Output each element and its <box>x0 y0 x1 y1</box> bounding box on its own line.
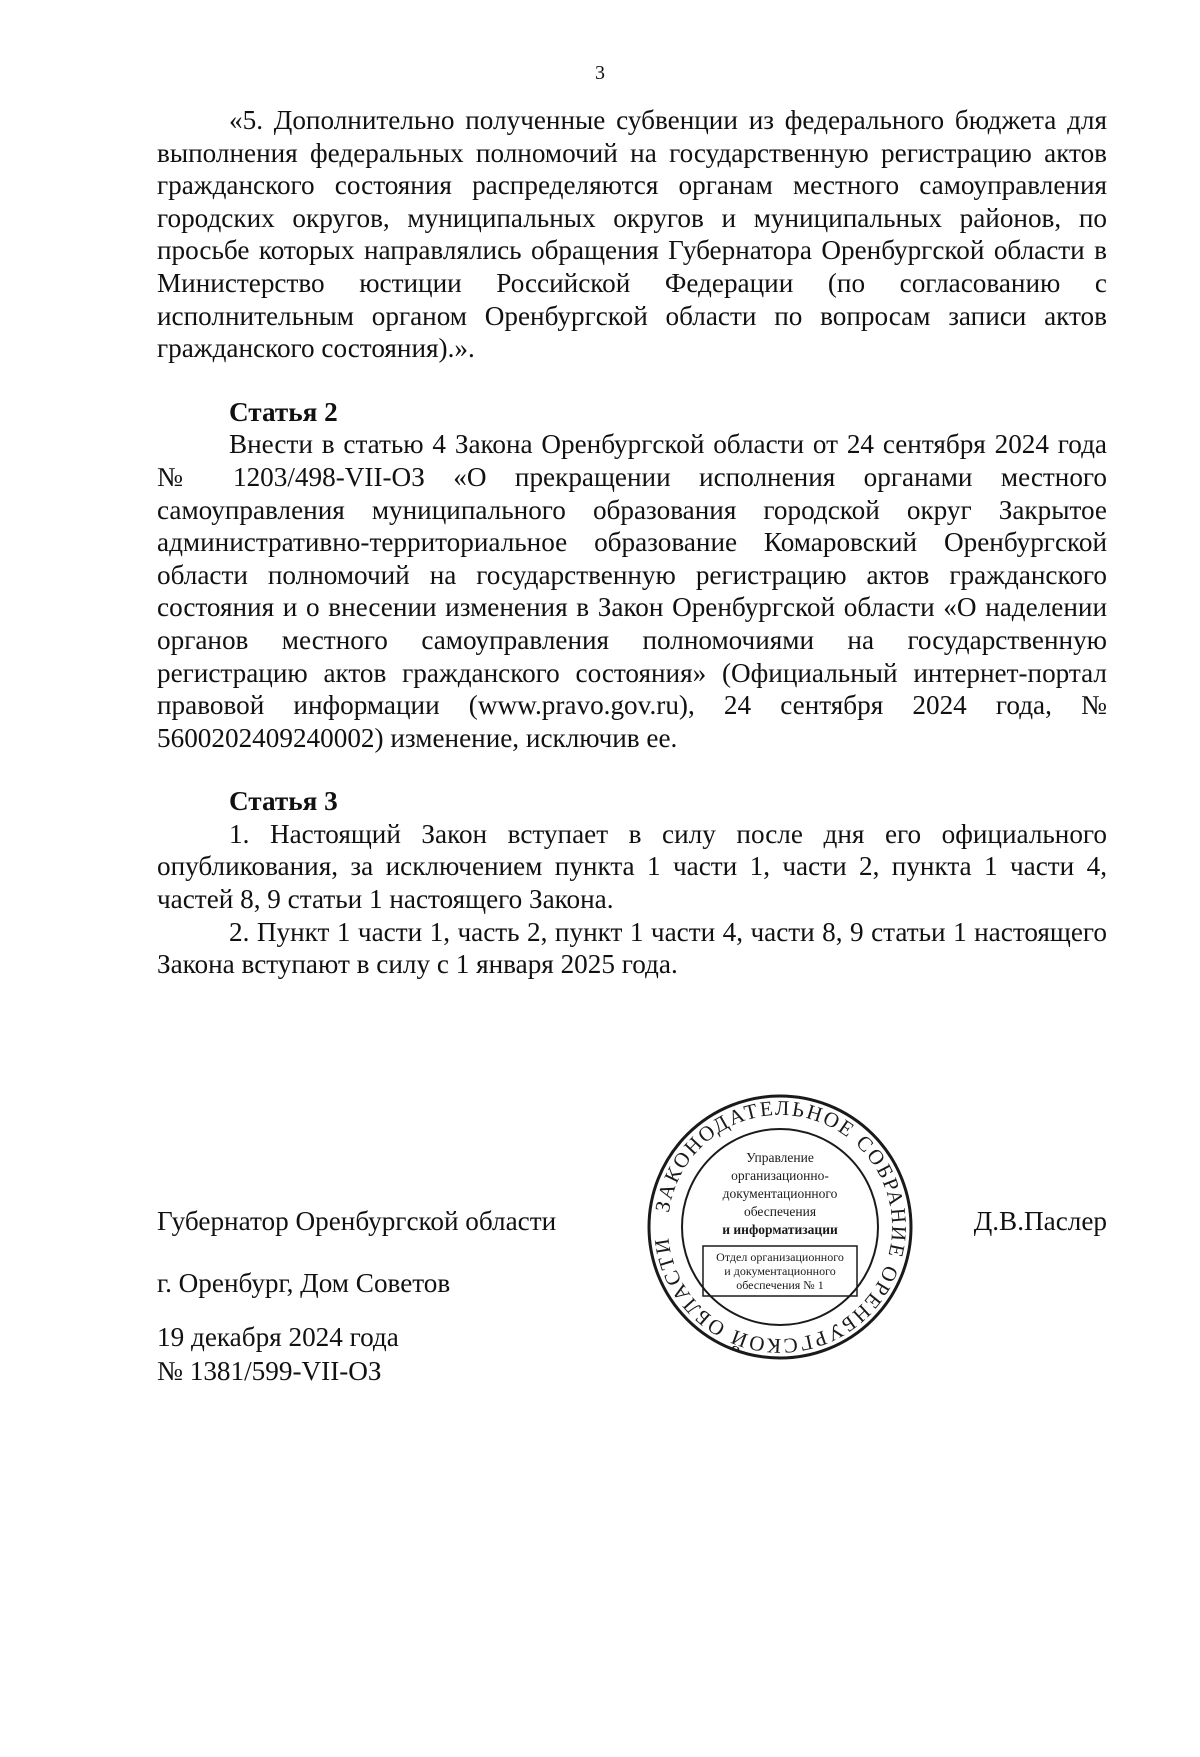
paragraph-5: «5. Дополнительно полученные субвенции из федерального бюджета для выполнения федеральных полномочий на государственную регистрацию актов гражданского состояния распределяются органам местного самоуправления городских округов, муниципальных округов и муниципальных районов, по просьбе которых направлялись обращения Губернатора Оренбургской области в Министерство юстиции Российской Федерации (по согласованию с исполнительным органом Оренбургской области по вопросам записи актов гражданского состояния).». <box>157 105 1107 364</box>
article-3-item-1: 1. Настоящий Закон вступает в силу после дня его официального опубликования, за исключением пункта 1 части 1, части 2, пункта 1 части 4, частей 8, 9 статьи 1 настоящего Закона. <box>157 818 1107 915</box>
governor-title: Губернатор Оренбургской области <box>157 1206 557 1236</box>
page-number: 3 <box>595 62 605 84</box>
svg-text:обеспечения: обеспечения <box>743 1204 817 1219</box>
governor-name: Д.В.Паслер <box>973 1206 1107 1236</box>
stamp-dept-text <box>716 1250 844 1292</box>
svg-text:Управление: Управление <box>746 1150 814 1165</box>
svg-text:и документационного: и документационного <box>724 1264 836 1278</box>
law-number: № 1381/599-VII-ОЗ <box>157 1356 382 1386</box>
article-3-title: Статья 3 <box>229 786 338 817</box>
svg-text:обеспечения № 1: обеспечения № 1 <box>736 1278 824 1292</box>
article-2-title: Статья 2 <box>229 396 338 427</box>
signing-place: г. Оренбург, Дом Советов <box>157 1268 451 1298</box>
svg-text:документационного: документационного <box>722 1186 838 1201</box>
official-stamp-seal <box>645 1092 915 1362</box>
stamp-inner-text <box>722 1150 838 1237</box>
svg-text:организационно-: организационно- <box>731 1168 829 1183</box>
article-2-text: Внести в статью 4 Закона Оренбургской области от 24 сентября 2024 года № 1203/498-VII-ОЗ «О прекращении исполнения органами местного самоуправления муниципального образования городской округ Закрытое административно-территориальное образование Комаровский Оренбургской области полномочий на государственную регистрацию актов гражданского состояния и о внесении изменения в Закон Оренбургской области «О наделении органов местного самоуправления полномочиями на государственную регистрацию актов гражданского состояния» (Официальный интернет-портал правовой информации (www.pravo.gov.ru), 24 сентября 2024 года, № 5600202409240002) изменение, исключив ее. <box>157 429 1107 753</box>
svg-text:и информатизации: и информатизации <box>722 1222 838 1237</box>
signing-date: 19 декабря 2024 года <box>157 1322 399 1352</box>
svg-text:Отдел организационного: Отдел организационного <box>716 1250 844 1264</box>
document-body <box>157 104 1107 981</box>
stamp-outer-text: ЗАКОНОДАТЕЛЬНОЕ СОБРАНИЕ ОРЕНБУРГСКОЙ ОБЛАСТИ <box>649 1095 912 1359</box>
signing-date-block <box>157 1320 1107 1388</box>
article-3-item-2: 2. Пункт 1 части 1, часть 2, пункт 1 части 4, части 8, 9 статьи 1 настоящего Закона вступают в силу с 1 января 2025 года. <box>157 916 1107 980</box>
